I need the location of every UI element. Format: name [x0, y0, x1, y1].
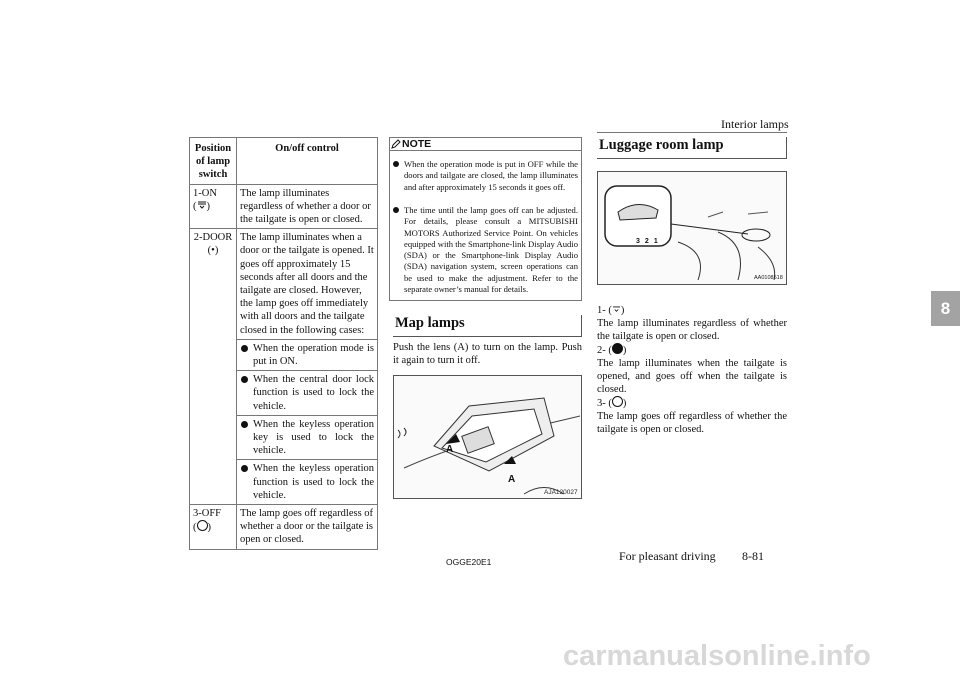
- position-label: 1-: [597, 305, 606, 316]
- chapter-tab[interactable]: 8: [931, 291, 960, 326]
- label-a: A: [446, 444, 454, 455]
- bullet-icon: [393, 207, 399, 213]
- table-row: [190, 505, 378, 550]
- circle-outline-icon: [197, 520, 208, 531]
- control-cell: The lamp illuminates regardless of whether a door or the tailgate is open or closed.: [237, 184, 378, 229]
- figure-code: AA0108518: [754, 275, 783, 281]
- footer-section-title: For pleasant driving: [619, 549, 716, 563]
- column-header-control: On/off control: [237, 138, 378, 185]
- header-divider: [597, 132, 787, 133]
- switch-position-table: [189, 137, 378, 550]
- table-header-row: [190, 138, 378, 185]
- map-lamps-figure: [393, 375, 582, 499]
- position-icon-text: (•): [207, 245, 219, 257]
- luggage-lamp-illustration: [598, 172, 786, 284]
- control-cell: [237, 371, 378, 416]
- control-cell: The lamp illuminates when a door or the tailgate is opened. It goes off approximately 15 seconds after all doors and the tailgate are closed. However, the lamp goes off immediately with all doors and the tailgate closed in the following cases:: [237, 229, 378, 340]
- bullet-icon: [393, 161, 399, 167]
- luggage-lamp-heading: Luggage room lamp: [597, 137, 787, 159]
- position-cell: [190, 184, 237, 229]
- number-label: 2: [644, 238, 654, 245]
- luggage-item-position: 3- ( ): [597, 398, 627, 409]
- control-cell: [237, 415, 378, 460]
- number-label: 1: [653, 238, 663, 245]
- position-icon-wrap: ( ): [193, 522, 211, 534]
- bullet-icon: [241, 421, 248, 428]
- position-cell: [190, 505, 237, 550]
- page-header-title: Interior lamps: [721, 117, 789, 131]
- position-icon-wrap: ( ): [193, 200, 210, 212]
- bullet-icon: [241, 465, 248, 472]
- position-label: 2-: [597, 345, 606, 356]
- luggage-item-position: 2- ( ): [597, 345, 627, 356]
- page-number: 8-81: [742, 549, 764, 563]
- luggage-item-text: The lamp illuminates regardless of whether the tailgate is open or closed.: [597, 318, 787, 342]
- position-label: 2-DOOR: [193, 232, 233, 244]
- number-label: 3: [636, 238, 645, 245]
- case-text: When the keyless operation key is used to lock the vehicle.: [253, 418, 374, 457]
- luggage-lamp-description: [597, 304, 787, 436]
- map-lamps-heading: Map lamps: [393, 315, 582, 337]
- watermark-text: carmanualsonline.info: [563, 640, 871, 672]
- lamp-on-icon: [612, 306, 621, 313]
- luggage-lamp-figure: [597, 171, 787, 285]
- note-item: [393, 205, 578, 295]
- figure-code: AJA120027: [544, 489, 578, 496]
- control-cell: [237, 339, 378, 370]
- column-header-position: Position of lamp switch: [190, 138, 237, 185]
- position-label: 3-: [597, 398, 606, 409]
- case-text: When the central door lock function is used to lock the vehicle.: [253, 374, 374, 412]
- position-cell: [190, 229, 237, 505]
- luggage-item-position: 1- ( ): [597, 305, 625, 316]
- note-label: NOTE: [402, 138, 432, 150]
- position-label: 3-OFF: [193, 508, 222, 520]
- note-text: When the operation mode is put in OFF while the doors and tailgate are closed, the lamp illuminates and after approximately 15 seconds it goes off.: [404, 159, 578, 192]
- lamp-on-icon: [197, 201, 207, 209]
- circle-filled-icon: [612, 343, 623, 354]
- position-label: 1-ON: [193, 187, 217, 199]
- map-lamp-illustration: [394, 376, 581, 498]
- note-item: [393, 159, 578, 193]
- luggage-item-text: The lamp goes off regardless of whether the tailgate is open or closed.: [597, 411, 787, 435]
- case-text: When the operation mode is put in ON.: [253, 342, 374, 368]
- luggage-item-text: The lamp illuminates when the tailgate is opened, and goes off when the tailgate is closed.: [597, 358, 787, 395]
- table-row: [190, 229, 378, 340]
- table-row: [190, 184, 378, 229]
- bullet-icon: [241, 345, 248, 352]
- document-code: OGGE20E1: [446, 557, 492, 567]
- case-text: When the keyless operation function is used to lock the vehicle.: [253, 463, 374, 501]
- circle-outline-icon: [612, 396, 623, 407]
- control-cell: The lamp goes off regardless of whether a door or the tailgate is open or closed.: [237, 505, 378, 550]
- control-cell: [237, 460, 378, 505]
- switch-position-numbers: [636, 238, 663, 245]
- map-lamps-text: Push the lens (A) to turn on the lamp. Push it again to turn it off.: [393, 342, 582, 366]
- label-a: A: [508, 474, 516, 485]
- note-text: The time until the lamp goes off can be adjusted. For details, please consult a MITSUBISHI MOTORS Authorized Service Point. On vehicles equipped with the Smartphone-link Display Audio (SDA) or the Smartphone-link Display Audio (SDA) navigation system, screen operations can be used to make the adjustment. Refer to the separate owner’s manual for details.: [404, 205, 578, 295]
- pencil-note-icon: [391, 139, 401, 149]
- bullet-icon: [241, 376, 248, 383]
